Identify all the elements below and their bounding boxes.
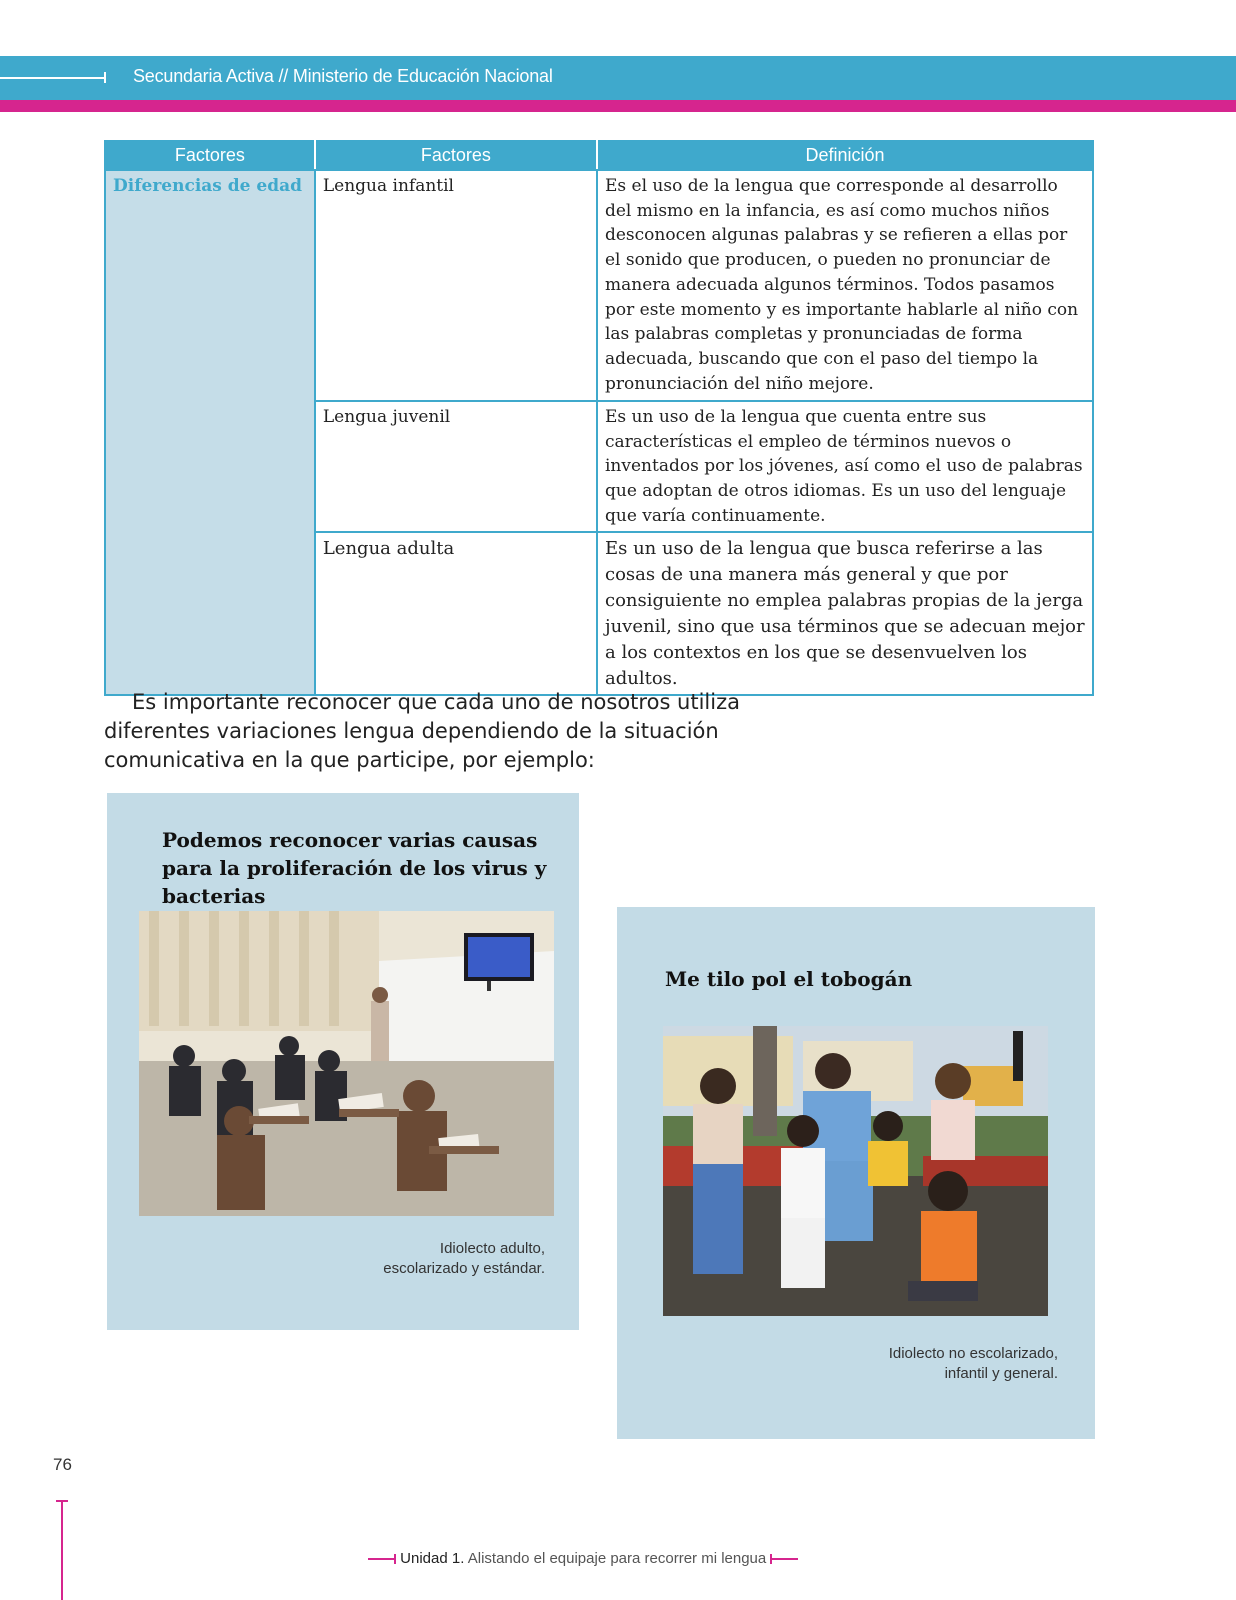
definition-cell: Es un uso de la lengua que cuenta entre sus características el empleo de términos nuevos o inventados por los jóvenes, así como el uso de palabras que adoptan de otros idiomas. Es un uso del lenguaje que varía continuamente. — [597, 401, 1093, 532]
unit-title: Alistando el equipaje para recorrer mi lengua — [467, 1550, 767, 1567]
factors-table — [104, 140, 1094, 696]
header-rule — [0, 77, 106, 79]
unit-label: Unidad 1. — [400, 1550, 465, 1567]
panel-title: Me tilo pol el tobogán — [665, 967, 913, 991]
factor-cell: Lengua adulta — [315, 532, 597, 695]
children-photo — [663, 1026, 1048, 1316]
group-cell: Diferencias de edad — [105, 170, 315, 695]
caption-line: Idiolecto adulto, — [439, 1240, 545, 1257]
col-header-definicion: Definición — [597, 141, 1093, 170]
definition-cell: Es el uso de la lengua que corresponde al desarrollo del mismo en la infancia, es así como muchos niños desconocen algunas palabras y se refieren a ellas por el sonido que producen, o pueden no pronunciar de manera adecuada algunos términos. Todos pasamos por este momento y es importante hablarle al niño con las palabras completas y pronunciadas de forma adecuada, buscando que con el paso del tiempo la pronunciación del niño mejore. — [597, 170, 1093, 401]
panel-caption — [889, 1344, 1058, 1384]
col-header-factores-1: Factores — [105, 141, 315, 170]
example-panel-adult — [107, 793, 579, 1330]
caption-line: Idiolecto no escolarizado, — [888, 1345, 1058, 1362]
body-paragraph — [104, 688, 844, 775]
footer-mark-left — [368, 1558, 396, 1560]
margin-rule — [61, 1501, 63, 1600]
caption-line: escolarizado y estándar. — [383, 1260, 545, 1277]
footer-unit — [368, 1550, 798, 1567]
example-panel-child — [617, 907, 1095, 1439]
panel-title: Podemos reconocer varias causas para la proliferación de los virus y bacterias — [162, 828, 547, 908]
factor-cell: Lengua infantil — [315, 170, 597, 401]
footer-mark-right — [770, 1558, 798, 1560]
factor-cell: Lengua juvenil — [315, 401, 597, 532]
page-number: 76 — [53, 1455, 72, 1474]
caption-line: infantil y general. — [944, 1365, 1058, 1382]
table-row — [105, 170, 1093, 401]
classroom-photo — [139, 911, 554, 1216]
header-title: Secundaria Activa // Ministerio de Educación Nacional — [133, 66, 553, 86]
body-paragraph-text: Es importante reconocer que cada uno de nosotros utiliza diferentes variaciones lengua dependiendo de la situación comunicativa en la que participe, por ejemplo: — [104, 690, 740, 772]
col-header-factores-2: Factores — [315, 141, 597, 170]
definition-cell: Es un uso de la lengua que busca referirse a las cosas de una manera más general y que por consiguiente no emplea palabras propias de la jerga juvenil, sino que usa términos que se adecuan mejor a los contextos en los que se desenvuelven los adultos. — [597, 532, 1093, 695]
header-pink-stripe — [0, 100, 1236, 112]
panel-caption — [383, 1239, 545, 1279]
header-rule-tick — [104, 72, 106, 83]
